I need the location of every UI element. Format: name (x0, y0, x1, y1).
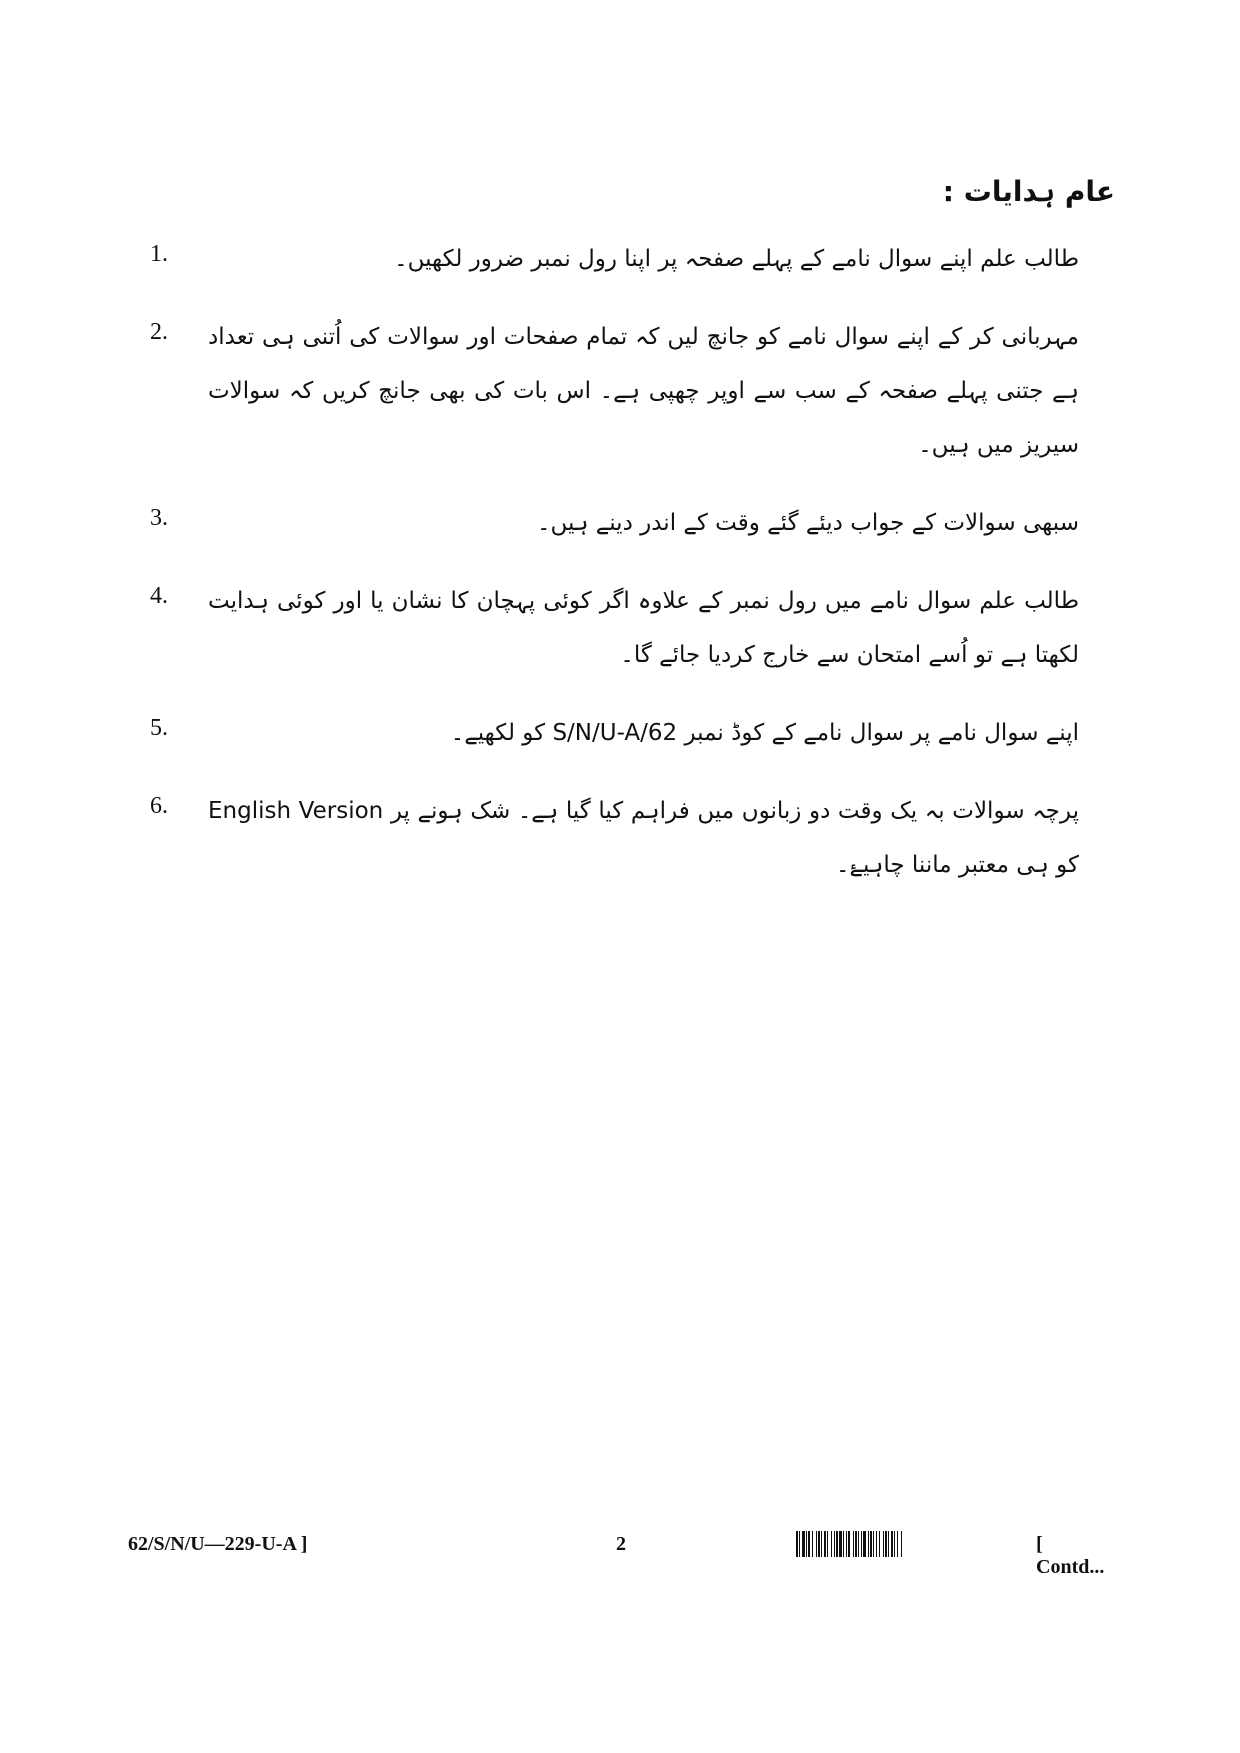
instruction-text: مہربانی کر کے اپنے سوال نامے کو جانچ لیں کہ تمام صفحات اور سوالات کی اُتنی ہی تعداد ہے جتنی پہلے صفحہ کے سب سے اوپر چھپی ہے۔ اس بات کی بھی جانچ کریں کہ سوالات سیریز میں ہیں۔ (208, 324, 1079, 458)
instruction-text: سبھی سوالات کے جواب دیئے گئے وقت کے اندر دینے ہیں۔ (537, 510, 1079, 536)
instruction-item (140, 706, 1115, 760)
instruction-item (140, 574, 1115, 682)
instruction-text: پرچہ سوالات بہ یک وقت دو زبانوں میں فراہم کیا گیا ہے۔ شک ہونے پر English Version کو ہی معتبر ماننا چاہیۓ۔ (208, 798, 1079, 878)
barcode-bar (902, 1531, 903, 1557)
instruction-item (140, 496, 1115, 550)
instruction-text: طالب علم اپنے سوال نامے کے پہلے صفحہ پر اپنا رول نمبر ضرور لکھیں۔ (394, 246, 1079, 272)
instruction-number: 5. (150, 715, 168, 741)
page-number: 2 (616, 1533, 626, 1555)
continued-label: [ Contd... (1036, 1533, 1105, 1578)
instruction-text: طالب علم سوال نامے میں رول نمبر کے علاوہ اگر کوئی پہچان کا نشان یا اور کوئی ہدایت لکھتا ہے تو اُسے امتحان سے خارج کردیا جائے گا۔ (208, 588, 1079, 668)
instructions-heading: عام ہدایات : (942, 175, 1115, 208)
instruction-number: 4. (150, 583, 168, 609)
instruction-number: 3. (150, 505, 168, 531)
instruction-text: اپنے سوال نامے پر سوال نامے کے کوڈ نمبر 62/S/N/U-A کو لکھیے۔ (450, 720, 1079, 746)
barcode-icon (796, 1531, 1030, 1557)
paper-code: 62/S/N/U—229-U-A ] (128, 1533, 308, 1555)
instruction-item (140, 310, 1115, 472)
instruction-number: 6. (150, 793, 168, 819)
instruction-item (140, 232, 1115, 286)
general-instructions (140, 170, 1115, 916)
instruction-number: 1. (150, 241, 168, 267)
instruction-item (140, 784, 1115, 892)
instruction-number: 2. (150, 319, 168, 345)
page-footer (128, 1525, 1108, 1578)
